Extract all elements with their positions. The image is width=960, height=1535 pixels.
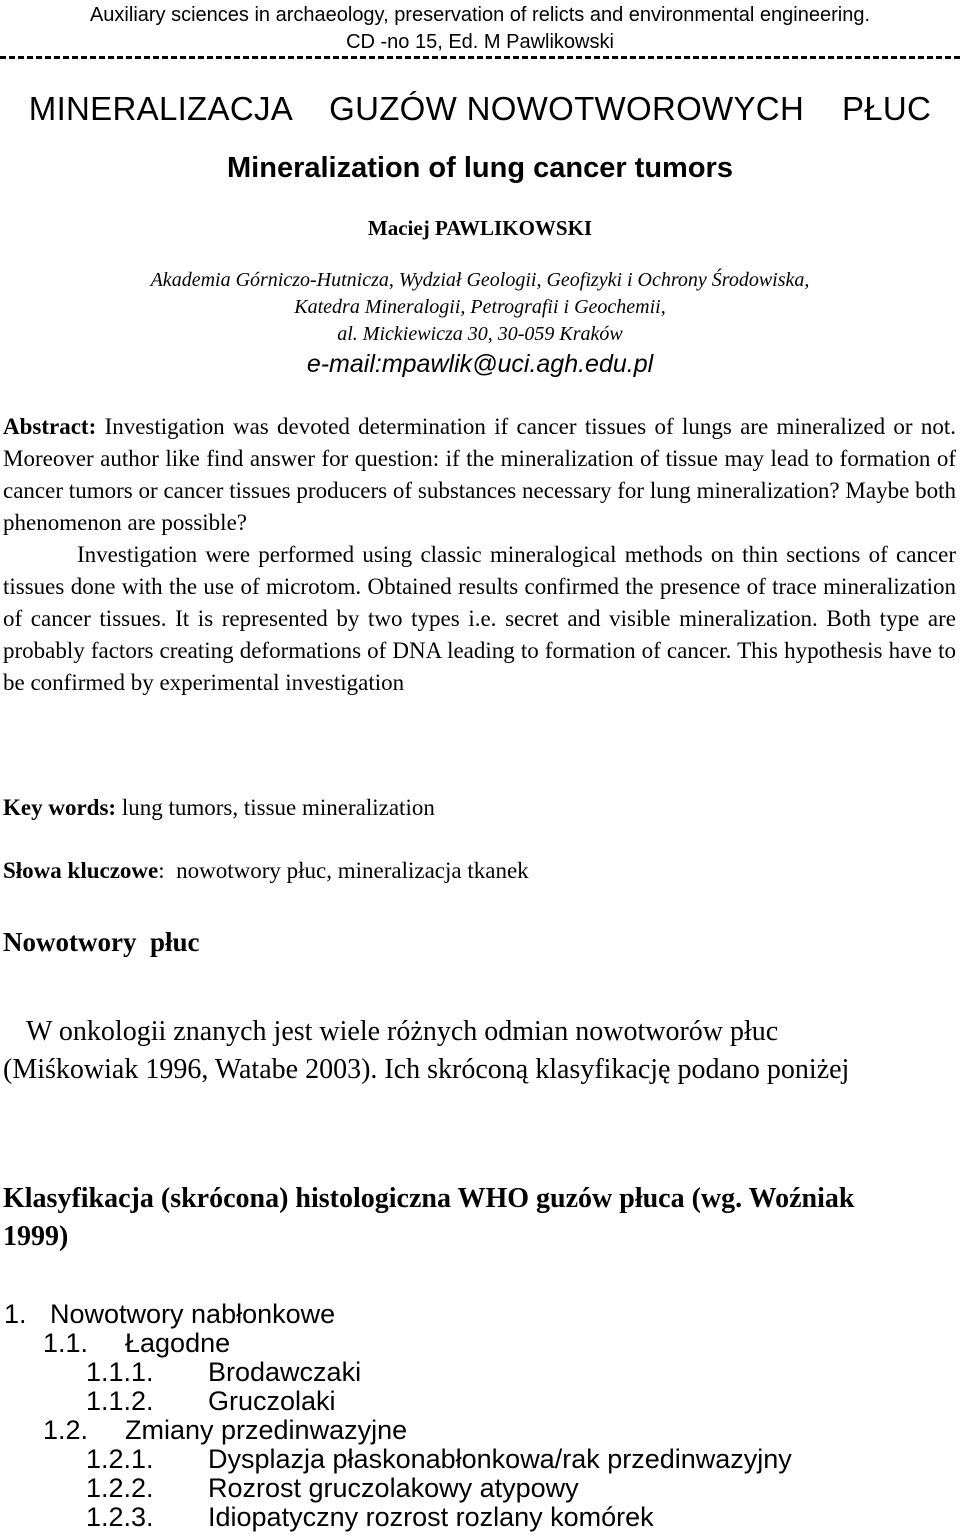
abstract-text-1: Investigation was devoted determination if cancer tissues of lungs are mineralized or not. Moreover author like find answer for question: if the mineralization of tissue may lead to formation of cancer tumors or cancer tissues producers of substances necessary for lung mineralization? Maybe both phenomenon are possible? xyxy=(3,414,956,535)
list-item xyxy=(86,1387,336,1416)
affiliation-line2: Katedra Mineralogii, Petrografii i Geochemii, xyxy=(294,296,666,318)
affiliation-line1: Akademia Górniczo-Hutnicza, Wydział Geologii, Geofizyki i Ochrony Środowiska, xyxy=(150,269,810,291)
author-name: Maciej PAWLIKOWSKI xyxy=(367,216,593,240)
abstract-paragraph-2: Investigation were performed using classic mineralogical methods on thin sections of cancer tissues done with the use of microtom. Obtained results confirmed the presence of trace mineralization of cancer tissues. It is represented by two types i.e. secret and visible mineralization. Both type are probably factors creating deformations of DNA leading to formation of cancer. This hypothesis have to be confirmed by experimental investigation xyxy=(3,542,956,695)
running-header-line2: CD -no 15, Ed. M Pawlikowski xyxy=(346,31,614,53)
running-header-line1: Auxiliary sciences in archaeology, preservation of relicts and environmental engineering. xyxy=(89,4,871,26)
list-item-number: 1. xyxy=(4,1299,27,1329)
author-email: e-mail:mpawlik@uci.agh.edu.pl xyxy=(306,350,654,378)
list-item-label: Rozrost gruczolakowy atypowy xyxy=(208,1473,579,1503)
section-heading: Nowotwory płuc xyxy=(3,927,200,957)
list-item-number: 1.2.2. xyxy=(86,1473,154,1503)
title-polish: MINERALIZACJA GUZÓW NOWOTWOROWYCH PŁUC xyxy=(28,90,932,127)
abstract xyxy=(3,411,956,699)
list-item xyxy=(86,1445,792,1474)
slowa-kluczowe-line xyxy=(3,856,960,886)
classification-heading: Klasyfikacja (skrócona) histologiczna WHO guzów płuca (wg. Woźniak 1999) xyxy=(3,1183,855,1252)
abstract-paragraph-1 xyxy=(3,411,956,539)
body-paragraph-wrapper xyxy=(3,1013,900,1089)
list-item-number: 1.2.1. xyxy=(86,1444,154,1474)
title-english: Mineralization of lung cancer tumors xyxy=(227,152,733,184)
keywords-line xyxy=(3,793,960,823)
list-item-number: 1.2. xyxy=(43,1415,89,1445)
slowa-kluczowe-label: Słowa kluczowe xyxy=(3,858,159,883)
list-item-label: Idiopatyczny rozrost rozlany komórek xyxy=(208,1502,654,1532)
list-item-label: Dysplazja płaskonabłonkowa/rak przedinwazyjny xyxy=(208,1444,792,1474)
body-paragraph: W onkologii znanych jest wiele różnych odmian nowotworów płuc (Miśkowiak 1996, Watabe 2003). Ich skróconą klasyfikację podano poniżej xyxy=(3,1016,850,1085)
list-item-label: Gruczolaki xyxy=(208,1386,336,1416)
list-item-number: 1.1.1. xyxy=(86,1357,154,1387)
list-item xyxy=(4,1300,335,1329)
list-item xyxy=(86,1474,579,1503)
keywords-label: Key words: xyxy=(3,795,117,820)
list-item-number: 1.1.2. xyxy=(86,1386,154,1416)
list-item-label: Łagodne xyxy=(125,1328,231,1358)
list-item-label: Brodawczaki xyxy=(208,1357,362,1387)
slowa-kluczowe-value: : nowotwory płuc, mineralizacja tkanek xyxy=(158,858,529,883)
list-item xyxy=(86,1358,361,1387)
list-item-number: 1.2.3. xyxy=(86,1502,154,1532)
list-item-number: 1.1. xyxy=(43,1328,89,1358)
keywords-value: lung tumors, tissue mineralization xyxy=(116,795,435,820)
list-item xyxy=(86,1503,654,1532)
list-item-label: Zmiany przedinwazyjne xyxy=(125,1415,408,1445)
header-divider xyxy=(0,56,960,59)
abstract-label: Abstract: xyxy=(3,414,97,439)
list-item-label: Nowotwory nabłonkowe xyxy=(50,1299,336,1329)
affiliation-line3: al. Mickiewicza 30, 30-059 Kraków xyxy=(337,323,623,345)
list-item xyxy=(43,1329,230,1358)
list-item xyxy=(43,1416,407,1445)
